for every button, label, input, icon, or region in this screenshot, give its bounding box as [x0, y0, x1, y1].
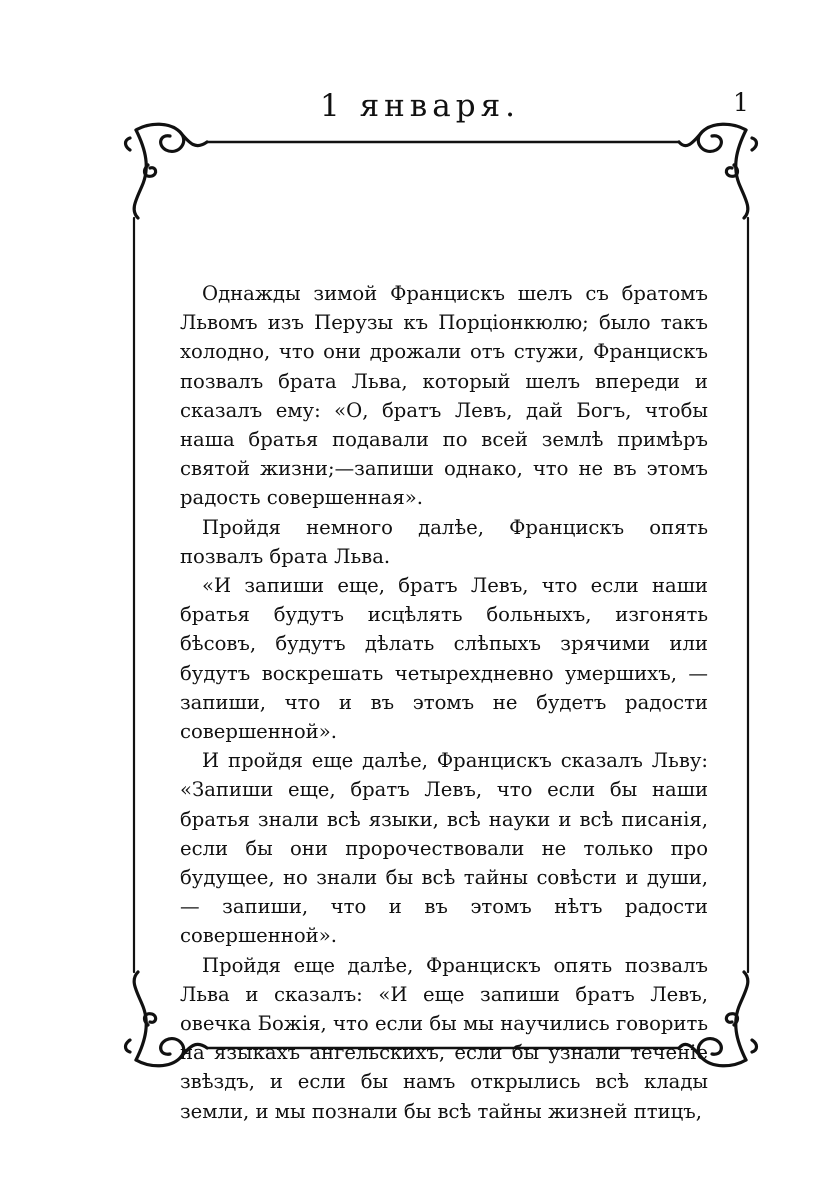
- paragraph-4: И пройдя еще далѣе, Францискъ сказалъ Льву: «Запиши еще, братъ Левъ, что если бы наши братья знали всѣ языки, всѣ науки и всѣ писанія, если бы они пророчествовали не только про будущее, но знали бы всѣ тайны совѣсти и души,— запиши, что и въ этомъ нѣтъ радости совершенной».: [180, 749, 708, 948]
- paragraph-1: Однажды зимой Францискъ шелъ съ братомъ Львомъ изъ Перузы къ Порціонкюлю; было такъ холодно, что они дрожали отъ стужи, Францискъ позвалъ брата Льва, который шелъ впереди и сказалъ ему: «О, братъ Левъ, дай Богъ, чтобы наша братья подавали по всей землѣ примѣръ святой жизни;—запиши однако, что не въ этомъ радость совершенная».: [180, 282, 708, 510]
- main-text-block: [180, 279, 708, 1126]
- corner-ornament-top-left: [126, 124, 208, 218]
- corner-ornament-top-right: [679, 124, 757, 218]
- paragraph-2: Пройдя немного далѣе, Францискъ опять позвалъ брата Льва.: [180, 515, 708, 568]
- page-header-title: 1 января.: [320, 88, 520, 124]
- page-number: 1: [733, 88, 749, 117]
- paragraph-3: «И запиши еще, братъ Левъ, что если наши братья будутъ исцѣлять больныхъ, изгонять бѣсовъ, будутъ дѣлать слѣпыхъ зрячими или будутъ воскрешать четырехдневно умершихъ, — запиши, что и въ этомъ не будетъ радости совершенной».: [180, 574, 708, 744]
- paragraph-5: Пройдя еще далѣе, Францискъ опять позвалъ Льва и сказалъ: «И еще запиши братъ Левъ, овечка Божія, что если бы мы научились говорить на языкахъ ангельскихъ, если бы узнали теченіе звѣздъ, и если бы намъ открылись всѣ клады земли, и мы познали бы всѣ тайны жизней птицъ,: [180, 953, 708, 1123]
